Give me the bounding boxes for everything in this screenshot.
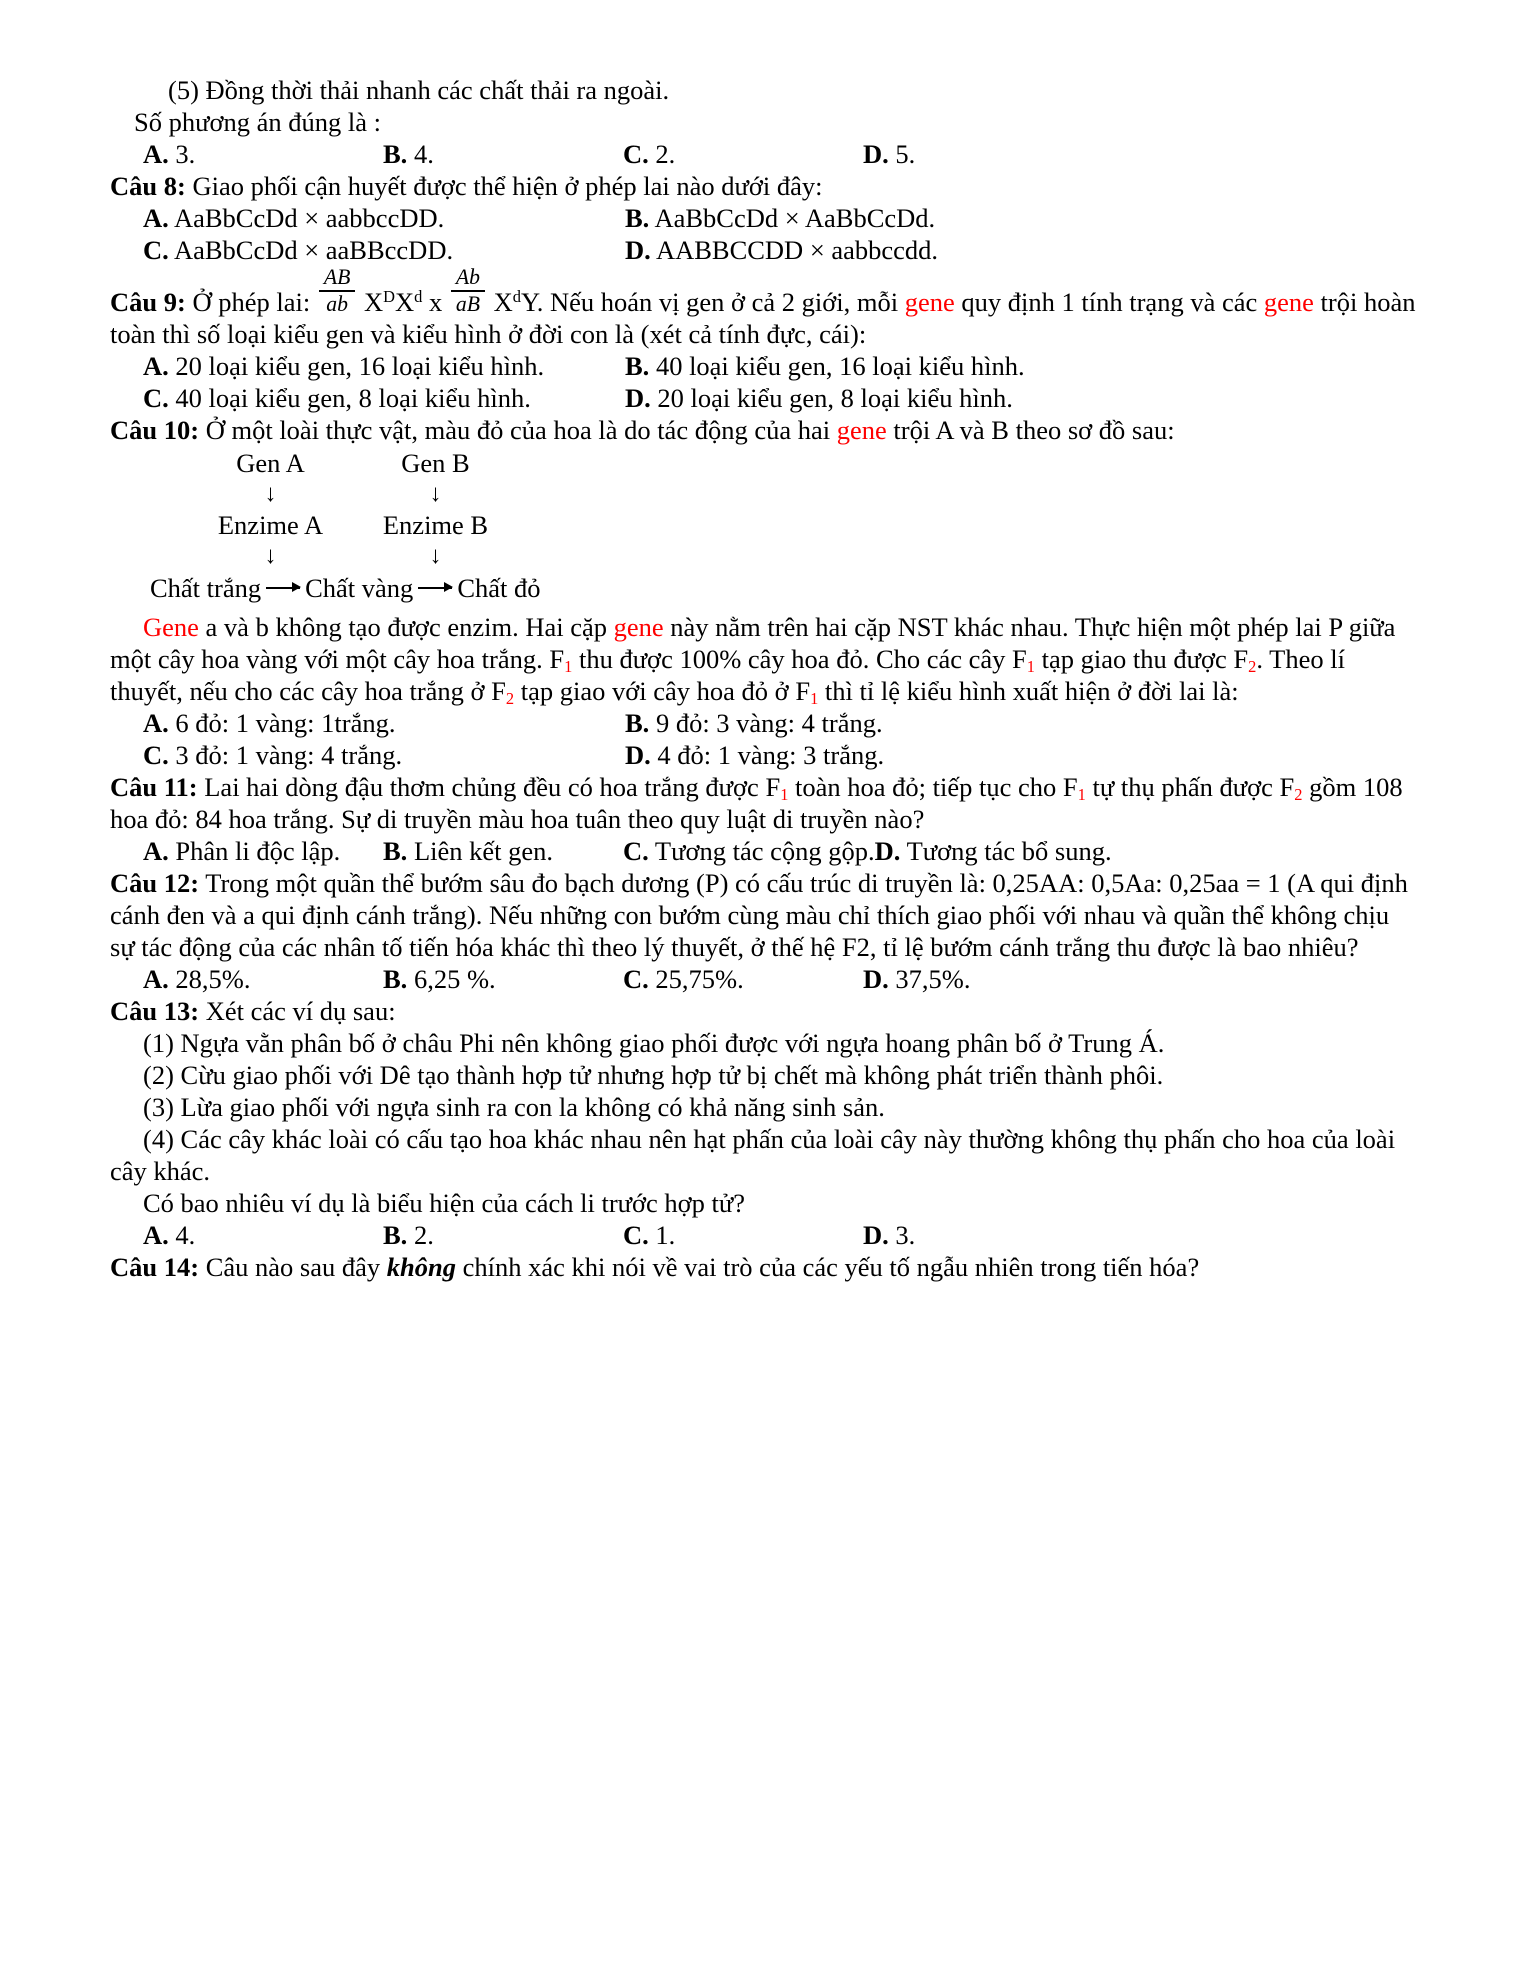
answer-option — [625, 202, 1107, 234]
example-2 — [110, 1059, 1420, 1091]
down-arrow-icon: ↓ — [264, 480, 277, 507]
text-run: Trong một quần thể bướm sâu đo bạch dương (P) có cấu trúc di truyền là: 0,25AA: 0,5Aa: 0,25aa = 1 (A qui định cánh đen và a qui định cánh trắng). Nếu những con bướm cùng màu chỉ thích giao phối với nhau và quần thể không chịu sự tác động của các nhân tố tiến hóa khác thì theo lý thuyết, ở thế hệ F2, tỉ lệ bướm cánh trắng thu được là bao nhiêu? — [110, 867, 1408, 962]
example-1 — [110, 1027, 1420, 1059]
question-10-description — [110, 611, 1420, 707]
option-label: D. — [625, 739, 651, 770]
answer-option — [143, 202, 625, 234]
answer-options-row — [110, 382, 1420, 414]
text-run: Câu nào sau đây — [199, 1251, 387, 1282]
answer-option — [623, 835, 875, 867]
option-text: 28,5%. — [175, 963, 251, 994]
text-run: trội A và B theo sơ đồ sau: — [886, 414, 1175, 445]
enzyme-a-label: Enzime A — [217, 509, 324, 540]
gene-b-label: Gen B — [401, 447, 470, 478]
text-run: D — [383, 286, 395, 306]
option-label: A. — [143, 1219, 169, 1250]
text-run: (4) Các cây khác loài có cấu tạo hoa khác nhau nên hạt phấn của loài cây này thường không thụ phấn cho hoa của loài cây khác. — [110, 1123, 1396, 1186]
highlighted-text: 1 — [564, 657, 573, 677]
answer-option — [623, 1219, 863, 1251]
option-text: Tương tác cộng gộp. — [654, 835, 875, 866]
option-label: D. — [863, 963, 889, 994]
answer-option — [875, 835, 1115, 867]
option-text: Tương tác bổ sung. — [906, 835, 1112, 866]
option-text: 4. — [413, 139, 434, 169]
text-run: Y. Nếu hoán vị gen ở cả 2 giới, mỗi — [520, 286, 905, 317]
option-text: 3. — [175, 139, 196, 169]
text-run: Ở phép lai: — [185, 286, 317, 317]
answer-option — [623, 963, 863, 995]
text-run: Xét các ví dụ sau: — [199, 995, 396, 1026]
option-text: 6,25 %. — [413, 963, 496, 994]
option-text: 1. — [655, 1219, 676, 1250]
text-run: chính xác khi nói về vai trò của các yếu tố ngẫu nhiên trong tiến hóa? — [455, 1251, 1200, 1282]
diagram-arrow-row — [110, 479, 1420, 510]
option-label: A. — [143, 350, 169, 381]
option-label: C. — [143, 382, 169, 413]
text-run: . Theo lí thuyết, nếu cho các cây hoa trắng ở F — [110, 643, 1345, 706]
answer-option — [863, 138, 1103, 170]
option-text: 4 đỏ: 1 vàng: 3 trắng. — [657, 739, 885, 770]
option-text: AaBbCcDd × AaBbCcDd. — [654, 203, 936, 233]
option-label: A. — [143, 835, 169, 866]
highlighted-text: 1 — [780, 785, 789, 805]
substance-label: Chất đỏ — [457, 572, 541, 603]
text-run: toàn hoa đỏ; tiếp tục cho F — [788, 771, 1078, 802]
option-label: C. — [623, 835, 649, 866]
text-run: d — [414, 286, 423, 306]
bold-text: Câu 13: — [110, 995, 200, 1026]
option-text: 3. — [895, 1219, 916, 1250]
question-10 — [110, 414, 1420, 446]
fraction-numerator: AB — [319, 266, 356, 292]
answer-options-row — [110, 1219, 1420, 1251]
highlighted-text: 1 — [810, 689, 819, 709]
answer-options-row — [110, 138, 1420, 170]
question-13-prompt — [110, 1187, 1420, 1219]
fraction-numerator: Ab — [451, 266, 485, 292]
right-arrow-icon — [266, 587, 300, 589]
option-label: A. — [143, 203, 169, 233]
diagram-gene-row — [110, 448, 1420, 479]
answer-options-row — [110, 835, 1420, 867]
option-label: D. — [874, 835, 901, 866]
text-run: thì tỉ lệ kiểu hình xuất hiện ở đời lai là: — [818, 675, 1239, 706]
option-label: C. — [623, 139, 649, 169]
answer-option — [383, 835, 623, 867]
option-text: 6 đỏ: 1 vàng: 1trắng. — [175, 707, 396, 738]
down-arrow-icon: ↓ — [429, 542, 442, 569]
text-run: tự thụ phấn được F — [1085, 771, 1295, 802]
question-12 — [110, 867, 1420, 963]
question-prompt — [110, 106, 1420, 138]
genotype-fraction — [317, 266, 358, 316]
answer-option — [863, 1219, 1103, 1251]
answer-option — [143, 707, 625, 739]
highlighted-text: 1 — [1077, 785, 1086, 805]
substance-label: Chất vàng — [305, 572, 414, 603]
text-run: (1) Ngựa vằn phân bố ở châu Phi nên không giao phối được với ngựa hoang phân bố ở Trung Á. — [143, 1027, 1165, 1058]
text-run: X — [357, 286, 384, 317]
highlighted-text: 2 — [1294, 785, 1303, 805]
answer-option — [625, 234, 1107, 266]
bold-text: Câu 11: — [110, 771, 198, 802]
option-label: B. — [383, 835, 408, 866]
question-14 — [110, 1251, 1420, 1283]
down-arrow-icon: ↓ — [429, 480, 442, 507]
option-label: A. — [143, 139, 169, 169]
bold-text: Câu 10: — [110, 414, 200, 445]
answer-option — [383, 1219, 623, 1251]
option-text: Phân li độc lập. — [175, 835, 341, 866]
highlighted-text: 2 — [505, 689, 515, 709]
option-text: 9 đỏ: 3 vàng: 4 trắng. — [655, 707, 883, 738]
highlighted-text: gene — [613, 611, 664, 642]
text-run: (5) Đồng thời thải nhanh các chất thải ra ngoài. — [168, 75, 670, 105]
text-run: X — [395, 286, 415, 317]
highlighted-text: gene — [836, 414, 887, 445]
option-text: 4. — [175, 1219, 196, 1250]
text-run: trội hoàn toàn thì số loại kiểu gen và kiểu hình ở đời con là (xét cả tính đực, cái): — [110, 286, 1416, 349]
gene-a-label: Gen A — [236, 447, 305, 478]
text-run: Giao phối cận huyết được thể hiện ở phép lai nào dưới đây: — [185, 171, 823, 201]
text-run: x — [422, 286, 449, 317]
option-text: Liên kết gen. — [413, 835, 554, 866]
fraction-denominator: aB — [455, 291, 480, 316]
answer-options-row — [110, 202, 1420, 234]
option-text: 37,5%. — [895, 963, 971, 994]
answer-option — [143, 963, 383, 995]
answer-option — [143, 739, 625, 771]
answer-options-row — [110, 963, 1420, 995]
question-13 — [110, 995, 1420, 1027]
bold-text: Câu 12: — [110, 867, 200, 898]
answer-option — [625, 739, 1107, 771]
option-text: AaBbCcDd × aabbccDD. — [173, 203, 445, 233]
option-label: B. — [625, 350, 650, 381]
diagram-arrow-row — [110, 541, 1420, 572]
gene-pathway-diagram — [110, 446, 1420, 611]
text-run: Số phương án đúng là : — [134, 107, 381, 137]
highlighted-text: gene — [904, 286, 955, 317]
option-label: B. — [625, 707, 650, 738]
answer-options-row — [110, 739, 1420, 771]
answer-option — [143, 835, 383, 867]
diagram-enzyme-row — [110, 510, 1420, 541]
text-run: a và b không tạo được enzim. Hai cặp — [198, 611, 614, 642]
statement-5 — [110, 74, 1420, 106]
answer-option — [143, 1219, 383, 1251]
text-run: quy định 1 tính trạng và các — [954, 286, 1264, 317]
enzyme-b-label: Enzime B — [382, 509, 489, 540]
answer-option — [625, 707, 1107, 739]
option-text: 20 loại kiểu gen, 8 loại kiểu hình. — [657, 382, 1013, 413]
option-label: C. — [143, 235, 169, 265]
example-4 — [110, 1123, 1420, 1187]
answer-option — [625, 382, 1107, 414]
question-9 — [110, 266, 1420, 350]
question-11 — [110, 771, 1420, 835]
bold-text: Câu 8: — [110, 171, 186, 201]
option-label: D. — [863, 139, 889, 169]
answer-option — [143, 382, 625, 414]
option-text: 2. — [655, 139, 676, 169]
option-label: D. — [625, 382, 651, 413]
document-content — [110, 74, 1420, 1283]
text-run: (3) Lừa giao phối với ngựa sinh ra con la không có khả năng sinh sản. — [143, 1091, 885, 1122]
substance-label: Chất trắng — [150, 572, 262, 603]
text-run: d — [512, 286, 521, 306]
example-3 — [110, 1091, 1420, 1123]
highlighted-text: gene — [1263, 286, 1314, 317]
option-label: B. — [383, 139, 408, 169]
option-label: A. — [143, 707, 169, 738]
text-run: Lai hai dòng đậu thơm chủng đều có hoa trắng được F — [197, 771, 781, 802]
answer-options-row — [110, 350, 1420, 382]
option-label: C. — [143, 739, 169, 770]
answer-options-row — [110, 707, 1420, 739]
highlighted-text: Gene — [143, 611, 199, 642]
answer-option — [625, 350, 1107, 382]
option-label: C. — [623, 1219, 649, 1250]
answer-option — [863, 963, 1103, 995]
option-text: 40 loại kiểu gen, 16 loại kiểu hình. — [655, 350, 1025, 381]
right-arrow-icon — [418, 587, 452, 589]
option-label: C. — [623, 963, 649, 994]
option-text: 25,75%. — [655, 963, 744, 994]
answer-option — [623, 138, 863, 170]
highlighted-text: 1 — [1026, 657, 1036, 677]
option-text: 5. — [895, 139, 916, 169]
option-text: 2. — [413, 1219, 434, 1250]
text-run: X — [487, 286, 513, 317]
fraction-denominator: ab — [326, 291, 348, 316]
answer-option — [143, 138, 383, 170]
option-text: 3 đỏ: 1 vàng: 4 trắng. — [175, 739, 403, 770]
option-label: B. — [383, 963, 408, 994]
text-run: (2) Cừu giao phối với Dê tạo thành hợp tử nhưng hợp tử bị chết mà không phát triển thành phôi. — [143, 1059, 1164, 1090]
bold-text: không — [386, 1251, 456, 1282]
highlighted-text: 2 — [1248, 657, 1257, 677]
down-arrow-icon: ↓ — [264, 542, 277, 569]
text-run: này nằm trên hai cặp NST khác nhau. Thực hiện một phép lai P giữa một cây hoa vàng với một cây hoa trắng. F — [110, 611, 1396, 674]
option-text: 20 loại kiểu gen, 16 loại kiểu hình. — [175, 350, 545, 381]
genotype-fraction — [449, 266, 487, 316]
answer-options-row — [110, 234, 1420, 266]
answer-option — [383, 963, 623, 995]
text-run: Ở một loài thực vật, màu đỏ của hoa là do tác động của hai — [199, 414, 837, 445]
answer-option — [143, 234, 625, 266]
text-run: tạp giao thu được F — [1035, 643, 1249, 674]
option-text: 40 loại kiểu gen, 8 loại kiểu hình. — [175, 382, 531, 413]
option-label: B. — [383, 1219, 408, 1250]
question-8 — [110, 170, 1420, 202]
answer-option — [143, 350, 625, 382]
text-run: tạp giao với cây hoa đỏ ở F — [514, 675, 811, 706]
option-text: AABBCCDD × aabbccdd. — [655, 235, 939, 265]
text-run: gồm 108 hoa đỏ: 84 hoa trắng. Sự di truyền màu hoa tuân theo quy luật di truyền nào? — [110, 771, 1403, 834]
text-run: Có bao nhiêu ví dụ là biểu hiện của cách li trước hợp tử? — [143, 1187, 746, 1218]
option-label: D. — [863, 1219, 889, 1250]
bold-text: Câu 9: — [110, 286, 186, 317]
answer-option — [383, 138, 623, 170]
option-label: B. — [625, 203, 650, 233]
option-text: AaBbCcDd × aaBBccDD. — [173, 235, 454, 265]
option-label: A. — [143, 963, 169, 994]
bold-text: Câu 14: — [110, 1251, 200, 1282]
text-run: thu được 100% cây hoa đỏ. Cho các cây F — [572, 643, 1027, 674]
substance-chain — [110, 572, 1420, 605]
option-label: D. — [625, 235, 651, 265]
